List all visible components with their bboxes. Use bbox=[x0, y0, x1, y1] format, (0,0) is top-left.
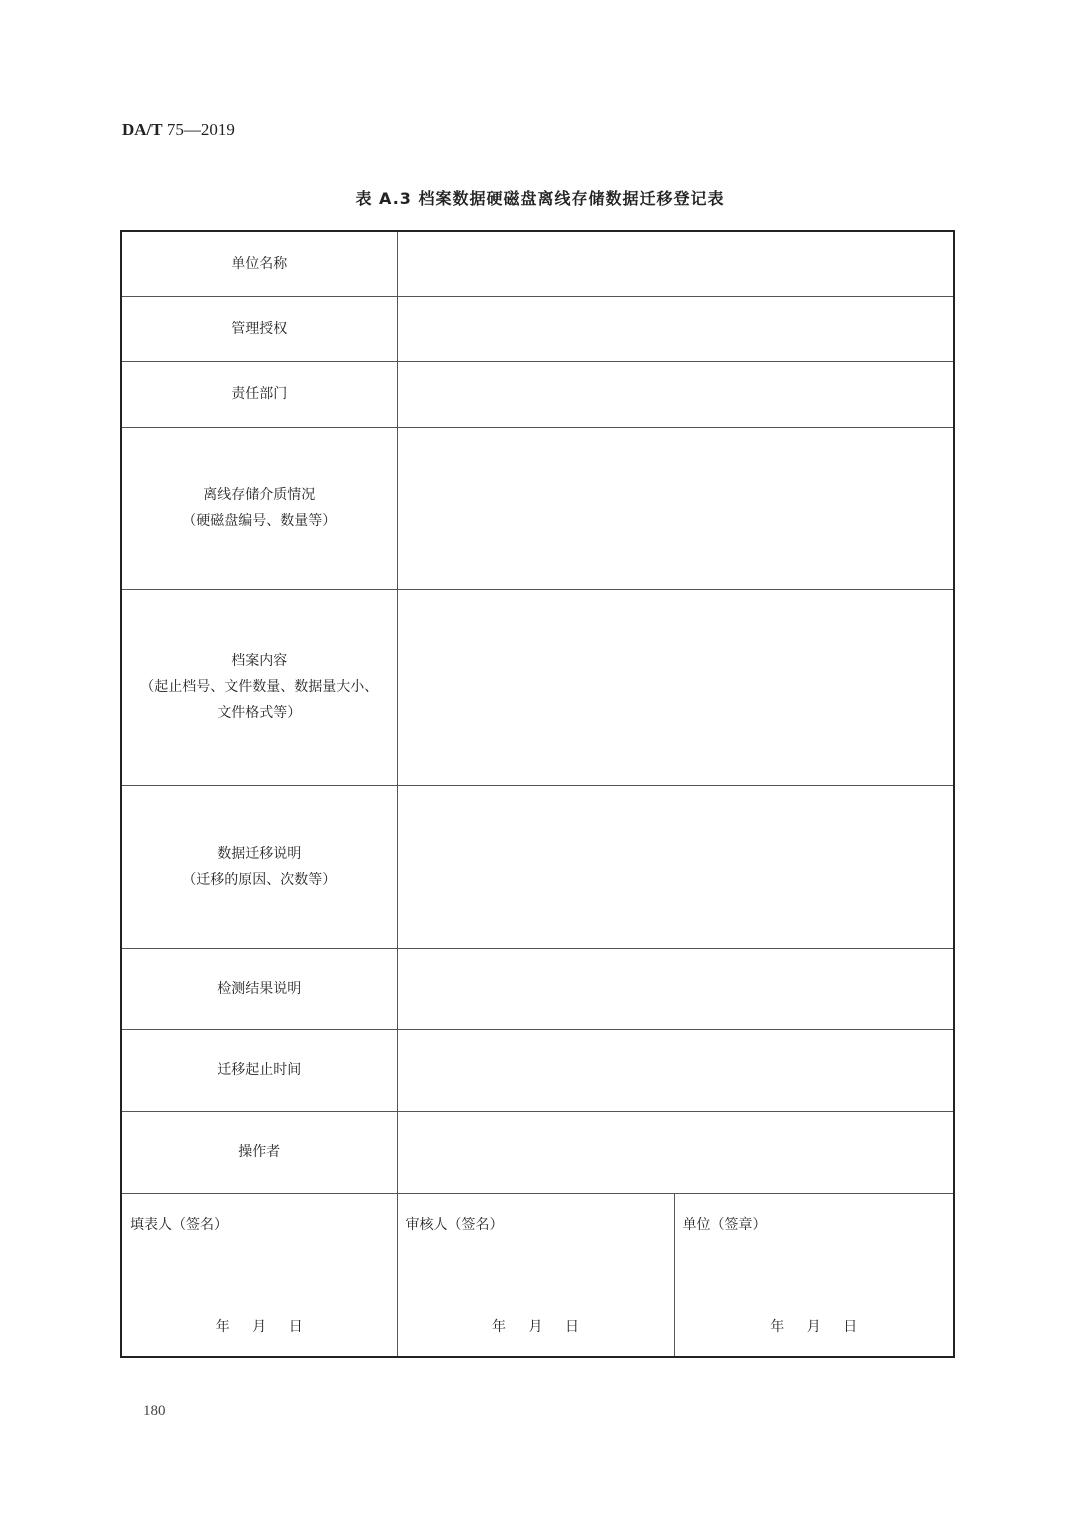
registration-form-table bbox=[120, 230, 955, 1358]
field-label: 档案内容 （起止档号、文件数量、数据量大小、 文件格式等） bbox=[121, 589, 397, 785]
filler-date: 年 月 日 bbox=[215, 1318, 303, 1335]
field-label: 数据迁移说明 （迁移的原因、次数等） bbox=[121, 785, 397, 948]
department-field[interactable] bbox=[397, 361, 954, 427]
standard-number: 75—2019 bbox=[162, 120, 235, 139]
table-title: 表 A.3 档案数据硬磁盘离线存储数据迁移登记表 bbox=[355, 189, 725, 208]
field-label: 管理授权 bbox=[121, 296, 397, 361]
media-field[interactable] bbox=[397, 427, 954, 589]
reviewer-signature-label: 审核人（签名） bbox=[405, 1216, 504, 1233]
field-label: 离线存储介质情况 （硬磁盘编号、数量等） bbox=[121, 427, 397, 589]
migration-notes-field[interactable] bbox=[397, 785, 954, 948]
page-number: 180 bbox=[143, 1403, 166, 1419]
filler-signature-label: 填表人（签名） bbox=[130, 1216, 228, 1233]
form-row-archive-content bbox=[121, 589, 954, 785]
form-row-media bbox=[121, 427, 954, 589]
form-row-unit-name bbox=[121, 231, 954, 296]
unit-seal-date: 年 月 日 bbox=[770, 1318, 858, 1335]
operator-field[interactable] bbox=[397, 1111, 954, 1193]
form-row-authorization bbox=[121, 296, 954, 361]
unit-seal-cell[interactable] bbox=[674, 1193, 954, 1357]
form-row-operator bbox=[121, 1111, 954, 1193]
field-label: 责任部门 bbox=[121, 361, 397, 427]
field-label: 单位名称 bbox=[121, 231, 397, 296]
form-row-migration-time bbox=[121, 1029, 954, 1111]
filler-signature-cell[interactable] bbox=[121, 1193, 397, 1357]
migration-time-field[interactable] bbox=[397, 1029, 954, 1111]
test-results-field[interactable] bbox=[397, 948, 954, 1029]
field-label: 操作者 bbox=[121, 1111, 397, 1193]
archive-content-field[interactable] bbox=[397, 589, 954, 785]
reviewer-signature-cell[interactable] bbox=[397, 1193, 674, 1357]
reviewer-date: 年 月 日 bbox=[492, 1318, 579, 1335]
standard-prefix: DA/T bbox=[122, 120, 163, 139]
authorization-field[interactable] bbox=[397, 296, 954, 361]
form-row-migration-notes bbox=[121, 785, 954, 948]
standard-code bbox=[122, 120, 235, 140]
form-row-test-results bbox=[121, 948, 954, 1029]
field-label: 检测结果说明 bbox=[121, 948, 397, 1029]
form-row-signatures bbox=[121, 1193, 954, 1357]
field-label: 迁移起止时间 bbox=[121, 1029, 397, 1111]
unit-seal-label: 单位（签章） bbox=[682, 1216, 767, 1233]
form-row-department bbox=[121, 361, 954, 427]
unit-name-field[interactable] bbox=[397, 231, 954, 296]
